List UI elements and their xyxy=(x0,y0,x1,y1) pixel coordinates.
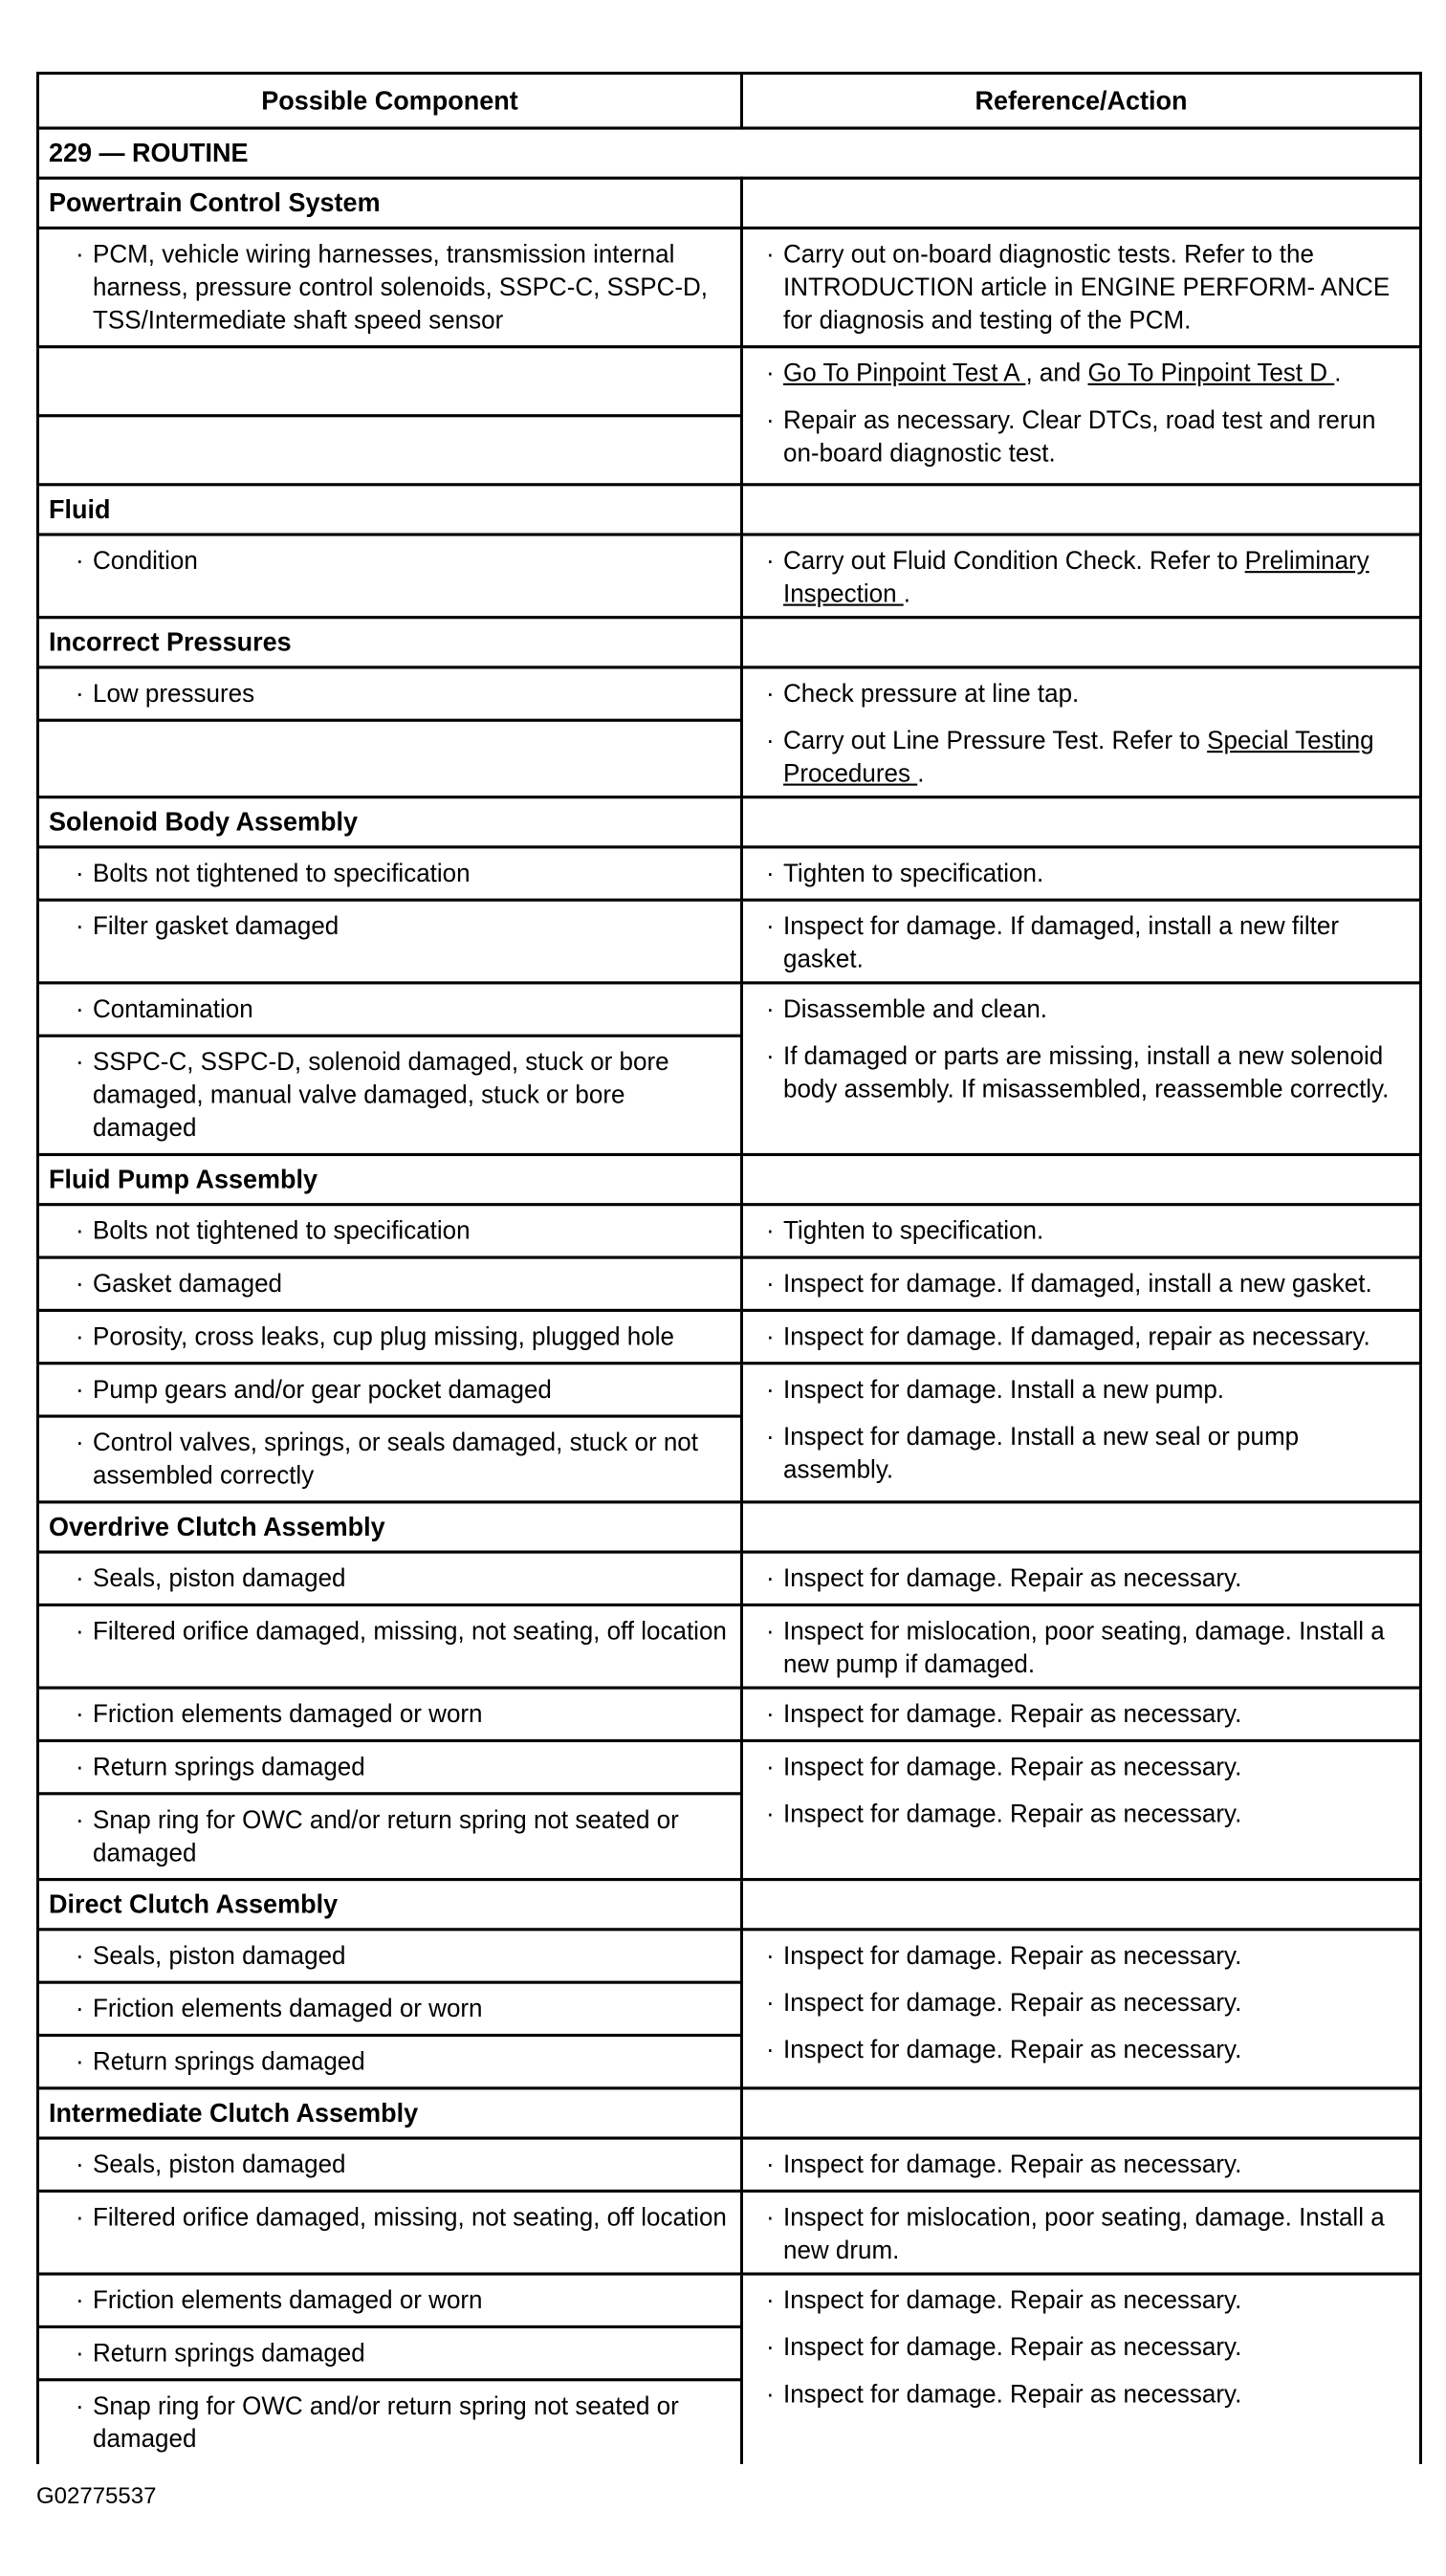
section-header-row xyxy=(38,2088,1421,2138)
action-cell xyxy=(742,1257,1421,1310)
bullet-icon: · xyxy=(76,1615,84,1646)
section-title-blank xyxy=(742,1154,1421,1204)
component-text: Bolts not tightened to specification xyxy=(93,1214,471,1245)
section-title-blank xyxy=(742,797,1421,847)
bullet-icon: · xyxy=(76,2201,84,2232)
bullet-icon: · xyxy=(76,1046,84,1077)
action-entry xyxy=(743,1032,1419,1112)
table-row xyxy=(38,228,1421,346)
action-text: Inspect for damage. Repair as necessary. xyxy=(783,1562,1242,1593)
component-entry xyxy=(39,2193,740,2242)
empty-component-entry xyxy=(39,417,740,483)
action-entry xyxy=(743,2193,1419,2273)
action-entry xyxy=(743,2025,1419,2072)
section-title-blank xyxy=(742,1502,1421,1552)
section-header-row xyxy=(38,1502,1421,1552)
bullet-icon: · xyxy=(766,544,775,576)
bullet-icon: · xyxy=(76,1373,84,1405)
action-entry xyxy=(743,536,1419,617)
empty-component-entry xyxy=(39,348,740,417)
component-text: Seals, piston damaged xyxy=(93,1939,346,1971)
bullet-icon: · xyxy=(76,1268,84,1299)
action-cell xyxy=(742,347,1421,485)
bullet-icon: · xyxy=(766,1986,775,2018)
bullet-icon: · xyxy=(766,1373,775,1405)
bullet-icon: · xyxy=(76,1803,84,1835)
table-row xyxy=(38,2274,1421,2464)
action-text: Repair as necessary. Clear DTCs, road test and rerun on-board diagnostic test. xyxy=(783,404,1376,468)
section-title: Powertrain Control System xyxy=(38,178,742,228)
action-entry xyxy=(743,395,1419,475)
bullet-icon: · xyxy=(766,357,775,387)
section-title: Fluid Pump Assembly xyxy=(38,1154,742,1204)
bullet-icon: · xyxy=(76,1751,84,1781)
table-row xyxy=(38,667,1421,797)
component-entry xyxy=(39,1312,740,1362)
component-text: Filter gasket damaged xyxy=(93,910,340,941)
section-title-blank xyxy=(742,485,1421,535)
action-text: Inspect for damage. Repair as necessary. xyxy=(783,1751,1242,1781)
action-entry xyxy=(743,2140,1419,2187)
pinpoint-test-a-link[interactable]: Go To Pinpoint Test A xyxy=(783,357,1026,387)
action-text: Check pressure at line tap. xyxy=(783,677,1080,709)
component-entry xyxy=(39,229,740,345)
component-text: Filtered orifice damaged, missing, not seating, off location xyxy=(93,1615,727,1646)
component-text: Seals, piston damaged xyxy=(93,2149,346,2179)
table-row xyxy=(38,847,1421,900)
component-cell xyxy=(38,1930,742,2088)
component-text: Return springs damaged xyxy=(93,2045,365,2076)
action-text: Inspect for damage. Repair as necessary. xyxy=(783,2378,1242,2409)
section-title: Direct Clutch Assembly xyxy=(38,1880,742,1930)
component-text: Control valves, springs, or seals damaged, stuck or not assembled correctly xyxy=(93,1427,698,1490)
component-text: Filtered orifice damaged, missing, not seating, off location xyxy=(93,2201,727,2232)
component-cell xyxy=(38,1257,742,1310)
table-row xyxy=(38,2191,1421,2274)
component-entry xyxy=(39,984,740,1037)
component-entry xyxy=(39,1795,740,1878)
bullet-icon: · xyxy=(76,544,84,576)
section-header-row xyxy=(38,618,1421,667)
header-possible-component: Possible Component xyxy=(38,74,742,128)
section-title-blank xyxy=(742,1880,1421,1930)
bullet-icon: · xyxy=(76,910,84,941)
bullet-icon: · xyxy=(766,1939,775,1971)
bullet-icon: · xyxy=(76,1427,84,1457)
table-row xyxy=(38,1605,1421,1688)
bullet-icon: · xyxy=(76,993,84,1024)
bullet-icon: · xyxy=(766,2284,775,2315)
bullet-icon: · xyxy=(76,857,84,888)
bullet-icon: · xyxy=(766,238,775,269)
action-cell xyxy=(742,900,1421,983)
bullet-icon: · xyxy=(766,1420,775,1452)
action-entry xyxy=(743,1789,1419,1836)
bullet-icon: · xyxy=(766,1268,775,1299)
component-cell xyxy=(38,2274,742,2464)
action-text: If damaged or parts are missing, install a new solenoid body assembly. If misassembled, reassemble correctly. xyxy=(783,1039,1390,1103)
table-row xyxy=(38,1310,1421,1363)
component-entry xyxy=(39,1206,740,1255)
component-entry xyxy=(39,536,740,586)
section-header-row xyxy=(38,485,1421,535)
action-text: Tighten to specification. xyxy=(783,1214,1044,1245)
action-entry xyxy=(743,716,1419,797)
action-text: Tighten to specification. xyxy=(783,857,1044,888)
action-text: Inspect for damage. Repair as necessary. xyxy=(783,1939,1242,1971)
bullet-icon: · xyxy=(766,910,775,941)
action-entry xyxy=(743,348,1419,395)
action-cell xyxy=(742,2138,1421,2191)
bullet-icon: · xyxy=(76,2149,84,2179)
action-entry xyxy=(743,1554,1419,1601)
table-body xyxy=(38,128,1421,2464)
action-cell xyxy=(742,1364,1421,1502)
action-cell xyxy=(742,1205,1421,1257)
table-row xyxy=(38,1552,1421,1605)
component-cell xyxy=(38,228,742,346)
component-entry xyxy=(39,902,740,951)
section-header-row xyxy=(38,1880,1421,1930)
component-text: Friction elements damaged or worn xyxy=(93,1993,483,2023)
action-entry xyxy=(743,668,1419,715)
bullet-icon: · xyxy=(766,1039,775,1071)
action-text: , and xyxy=(1025,357,1088,387)
bullet-icon: · xyxy=(766,1321,775,1351)
component-entry xyxy=(39,848,740,898)
diagnosis-table xyxy=(36,72,1422,2464)
component-entry xyxy=(39,1259,740,1309)
action-entry xyxy=(743,229,1419,342)
action-cell xyxy=(742,1688,1421,1740)
action-text-end: . xyxy=(903,578,910,608)
component-text: Return springs damaged xyxy=(93,2337,365,2368)
action-entry xyxy=(743,1977,1419,2024)
bullet-icon: · xyxy=(766,2331,775,2362)
component-text: SSPC-C, SSPC-D, solenoid damaged, stuck or bore damaged, manual valve damaged, stuck or bore damaged xyxy=(93,1046,669,1143)
action-text: Inspect for damage. Install a new seal or pump assembly. xyxy=(783,1420,1300,1484)
action-text: Inspect for damage. If damaged, install a new filter gasket. xyxy=(783,910,1339,973)
table-row xyxy=(38,347,1421,485)
section-title-blank xyxy=(742,618,1421,667)
action-entry xyxy=(743,1364,1419,1411)
bullet-icon: · xyxy=(76,238,84,269)
component-cell xyxy=(38,983,742,1155)
bullet-icon: · xyxy=(766,1798,775,1828)
component-entry xyxy=(39,1418,740,1501)
bullet-icon: · xyxy=(76,1321,84,1351)
bullet-icon: · xyxy=(76,2284,84,2315)
section-title: Intermediate Clutch Assembly xyxy=(38,2088,742,2138)
component-text: Friction elements damaged or worn xyxy=(93,2284,483,2315)
bullet-icon: · xyxy=(76,1562,84,1593)
section-title-blank xyxy=(742,2088,1421,2138)
component-text: Low pressures xyxy=(93,677,255,709)
action-text: Carry out Fluid Condition Check. Refer to xyxy=(783,544,1245,576)
component-text: Gasket damaged xyxy=(93,1268,283,1299)
bullet-icon: · xyxy=(766,1751,775,1781)
component-cell xyxy=(38,1605,742,1688)
action-entry xyxy=(743,2323,1419,2369)
component-entry xyxy=(39,1037,740,1153)
table-row xyxy=(38,1205,1421,1257)
action-cell xyxy=(742,1552,1421,1605)
action-entry xyxy=(743,902,1419,982)
component-cell xyxy=(38,1205,742,1257)
action-text: Inspect for damage. If damaged, install a new gasket. xyxy=(783,1268,1372,1299)
routine-title: 229 — ROUTINE xyxy=(38,128,1421,178)
component-text: Snap ring for OWC and/or return spring not seated or damaged xyxy=(93,1803,679,1867)
bullet-icon: · xyxy=(76,2045,84,2076)
component-cell xyxy=(38,2191,742,2274)
action-text: Disassemble and clean. xyxy=(783,993,1048,1024)
component-cell xyxy=(38,1552,742,1605)
section-title-blank xyxy=(742,178,1421,228)
action-text: Inspect for damage. Repair as necessary. xyxy=(783,1986,1242,2018)
action-entry xyxy=(743,1312,1419,1359)
action-entry xyxy=(743,1411,1419,1492)
component-entry xyxy=(39,2381,740,2464)
component-text: Return springs damaged xyxy=(93,1751,365,1781)
component-text: Porosity, cross leaks, cup plug missing, plugged hole xyxy=(93,1321,674,1351)
action-cell xyxy=(742,2274,1421,2464)
action-text: Inspect for damage. Repair as necessary. xyxy=(783,2149,1242,2179)
component-text: Contamination xyxy=(93,993,253,1024)
action-cell xyxy=(742,2191,1421,2274)
table-row xyxy=(38,1740,1421,1879)
action-text: Inspect for damage. If damaged, repair as necessary. xyxy=(783,1321,1370,1351)
action-entry xyxy=(743,848,1419,895)
action-entry xyxy=(743,984,1419,1031)
table-row xyxy=(38,1688,1421,1740)
header-reference-action: Reference/Action xyxy=(742,74,1421,128)
action-cell xyxy=(742,1310,1421,1363)
component-cell xyxy=(38,2138,742,2191)
header-row xyxy=(38,74,1421,128)
action-text: Inspect for damage. Repair as necessary. xyxy=(783,2331,1242,2362)
component-cell xyxy=(38,347,742,485)
component-text: Pump gears and/or gear pocket damaged xyxy=(93,1373,552,1405)
component-cell xyxy=(38,847,742,900)
bullet-icon: · xyxy=(76,677,84,709)
component-cell xyxy=(38,1364,742,1502)
component-text: Condition xyxy=(93,544,198,576)
bullet-icon: · xyxy=(766,993,775,1024)
component-cell xyxy=(38,667,742,797)
action-text: Carry out Line Pressure Test. Refer to xyxy=(783,724,1208,755)
component-cell xyxy=(38,1740,742,1879)
table-row xyxy=(38,983,1421,1155)
component-text: Snap ring for OWC and/or return spring not seated or damaged xyxy=(93,2390,679,2454)
table-row xyxy=(38,535,1421,618)
action-entry xyxy=(743,1690,1419,1736)
bullet-icon: · xyxy=(76,1993,84,2023)
bullet-icon: · xyxy=(76,2337,84,2368)
component-entry xyxy=(39,1742,740,1795)
section-header-row xyxy=(38,1154,1421,1204)
component-entry xyxy=(39,1931,740,1983)
action-cell xyxy=(742,228,1421,346)
component-cell xyxy=(38,1310,742,1363)
action-entry xyxy=(743,2276,1419,2323)
bullet-icon: · xyxy=(766,1562,775,1593)
action-entry xyxy=(743,1742,1419,1789)
bullet-icon: · xyxy=(766,1615,775,1646)
section-title: Fluid xyxy=(38,485,742,535)
component-entry xyxy=(39,1554,740,1604)
component-entry xyxy=(39,1364,740,1417)
component-entry xyxy=(39,1690,740,1739)
bullet-icon: · xyxy=(766,2033,775,2064)
title-row xyxy=(38,128,1421,178)
bullet-icon: · xyxy=(766,724,775,755)
bullet-icon: · xyxy=(766,2201,775,2232)
component-text: Friction elements damaged or worn xyxy=(93,1698,483,1729)
bullet-icon: · xyxy=(766,1214,775,1245)
action-text: Inspect for damage. Repair as necessary. xyxy=(783,2284,1242,2315)
table-row xyxy=(38,1930,1421,2088)
diagnostic-document xyxy=(36,72,1419,2464)
component-cell xyxy=(38,1688,742,1740)
table-row xyxy=(38,1364,1421,1502)
action-text: Inspect for damage. Repair as necessary. xyxy=(783,1698,1242,1729)
component-entry xyxy=(39,2328,740,2381)
section-title: Overdrive Clutch Assembly xyxy=(38,1502,742,1552)
action-cell xyxy=(742,535,1421,618)
section-header-row xyxy=(38,797,1421,847)
bullet-icon: · xyxy=(76,1939,84,1971)
action-entry xyxy=(743,1931,1419,1977)
action-cell xyxy=(742,1740,1421,1879)
action-text: Inspect for damage. Repair as necessary. xyxy=(783,1798,1242,1828)
component-entry xyxy=(39,2276,740,2328)
action-entry xyxy=(743,1206,1419,1253)
action-text: Inspect for mislocation, poor seating, damage. Install a new drum. xyxy=(783,2201,1385,2265)
component-text: PCM, vehicle wiring harnesses, transmission internal harness, pressure control solenoids, SSPC-C, SSPC-D, TSS/Intermediate shaft speed sensor xyxy=(93,238,709,335)
reference-link[interactable]: Special Testing Procedures xyxy=(783,724,1374,788)
component-entry xyxy=(39,668,740,721)
action-cell xyxy=(742,1930,1421,2088)
action-cell xyxy=(742,983,1421,1155)
action-text: Inspect for damage. Install a new pump. xyxy=(783,1373,1225,1405)
action-entry xyxy=(743,1259,1419,1306)
bullet-icon: · xyxy=(766,404,775,435)
component-text: Bolts not tightened to specification xyxy=(93,857,471,888)
component-entry xyxy=(39,1984,740,2037)
component-entry xyxy=(39,1606,740,1656)
component-cell xyxy=(38,535,742,618)
bullet-icon: · xyxy=(766,677,775,709)
action-text-end: . xyxy=(917,757,925,788)
action-text: Carry out on-board diagnostic tests. Refer to the INTRODUCTION article in ENGINE PERFORM- ANCE for diagnosis and testing of the PCM. xyxy=(783,238,1391,335)
figure-id: G02775537 xyxy=(36,2483,157,2509)
bullet-icon: · xyxy=(76,2390,84,2421)
action-cell xyxy=(742,1605,1421,1688)
bullet-icon: · xyxy=(76,1698,84,1729)
section-header-row xyxy=(38,178,1421,228)
action-text: Inspect for damage. Repair as necessary. xyxy=(783,2033,1242,2064)
action-text-end: . xyxy=(1334,357,1342,387)
component-entry xyxy=(39,2037,740,2086)
action-entry xyxy=(743,1606,1419,1687)
section-title: Incorrect Pressures xyxy=(38,618,742,667)
component-cell xyxy=(38,900,742,983)
bullet-icon: · xyxy=(766,857,775,888)
bullet-icon: · xyxy=(766,2149,775,2179)
component-entry xyxy=(39,2140,740,2190)
action-entry xyxy=(743,2369,1419,2416)
bullet-icon: · xyxy=(766,2378,775,2409)
bullet-icon: · xyxy=(76,1214,84,1245)
action-cell xyxy=(742,847,1421,900)
table-row xyxy=(38,1257,1421,1310)
section-title: Solenoid Body Assembly xyxy=(38,797,742,847)
reference-link[interactable]: Preliminary Inspection xyxy=(783,544,1369,608)
pinpoint-test-d-link[interactable]: Go To Pinpoint Test D xyxy=(1087,357,1335,387)
action-text: Inspect for mislocation, poor seating, damage. Install a new pump if damaged. xyxy=(783,1615,1385,1679)
component-text: Seals, piston damaged xyxy=(93,1562,346,1593)
action-cell xyxy=(742,667,1421,797)
table-row xyxy=(38,2138,1421,2191)
table-row xyxy=(38,900,1421,983)
bullet-icon: · xyxy=(766,1698,775,1729)
empty-component-entry xyxy=(39,722,740,788)
